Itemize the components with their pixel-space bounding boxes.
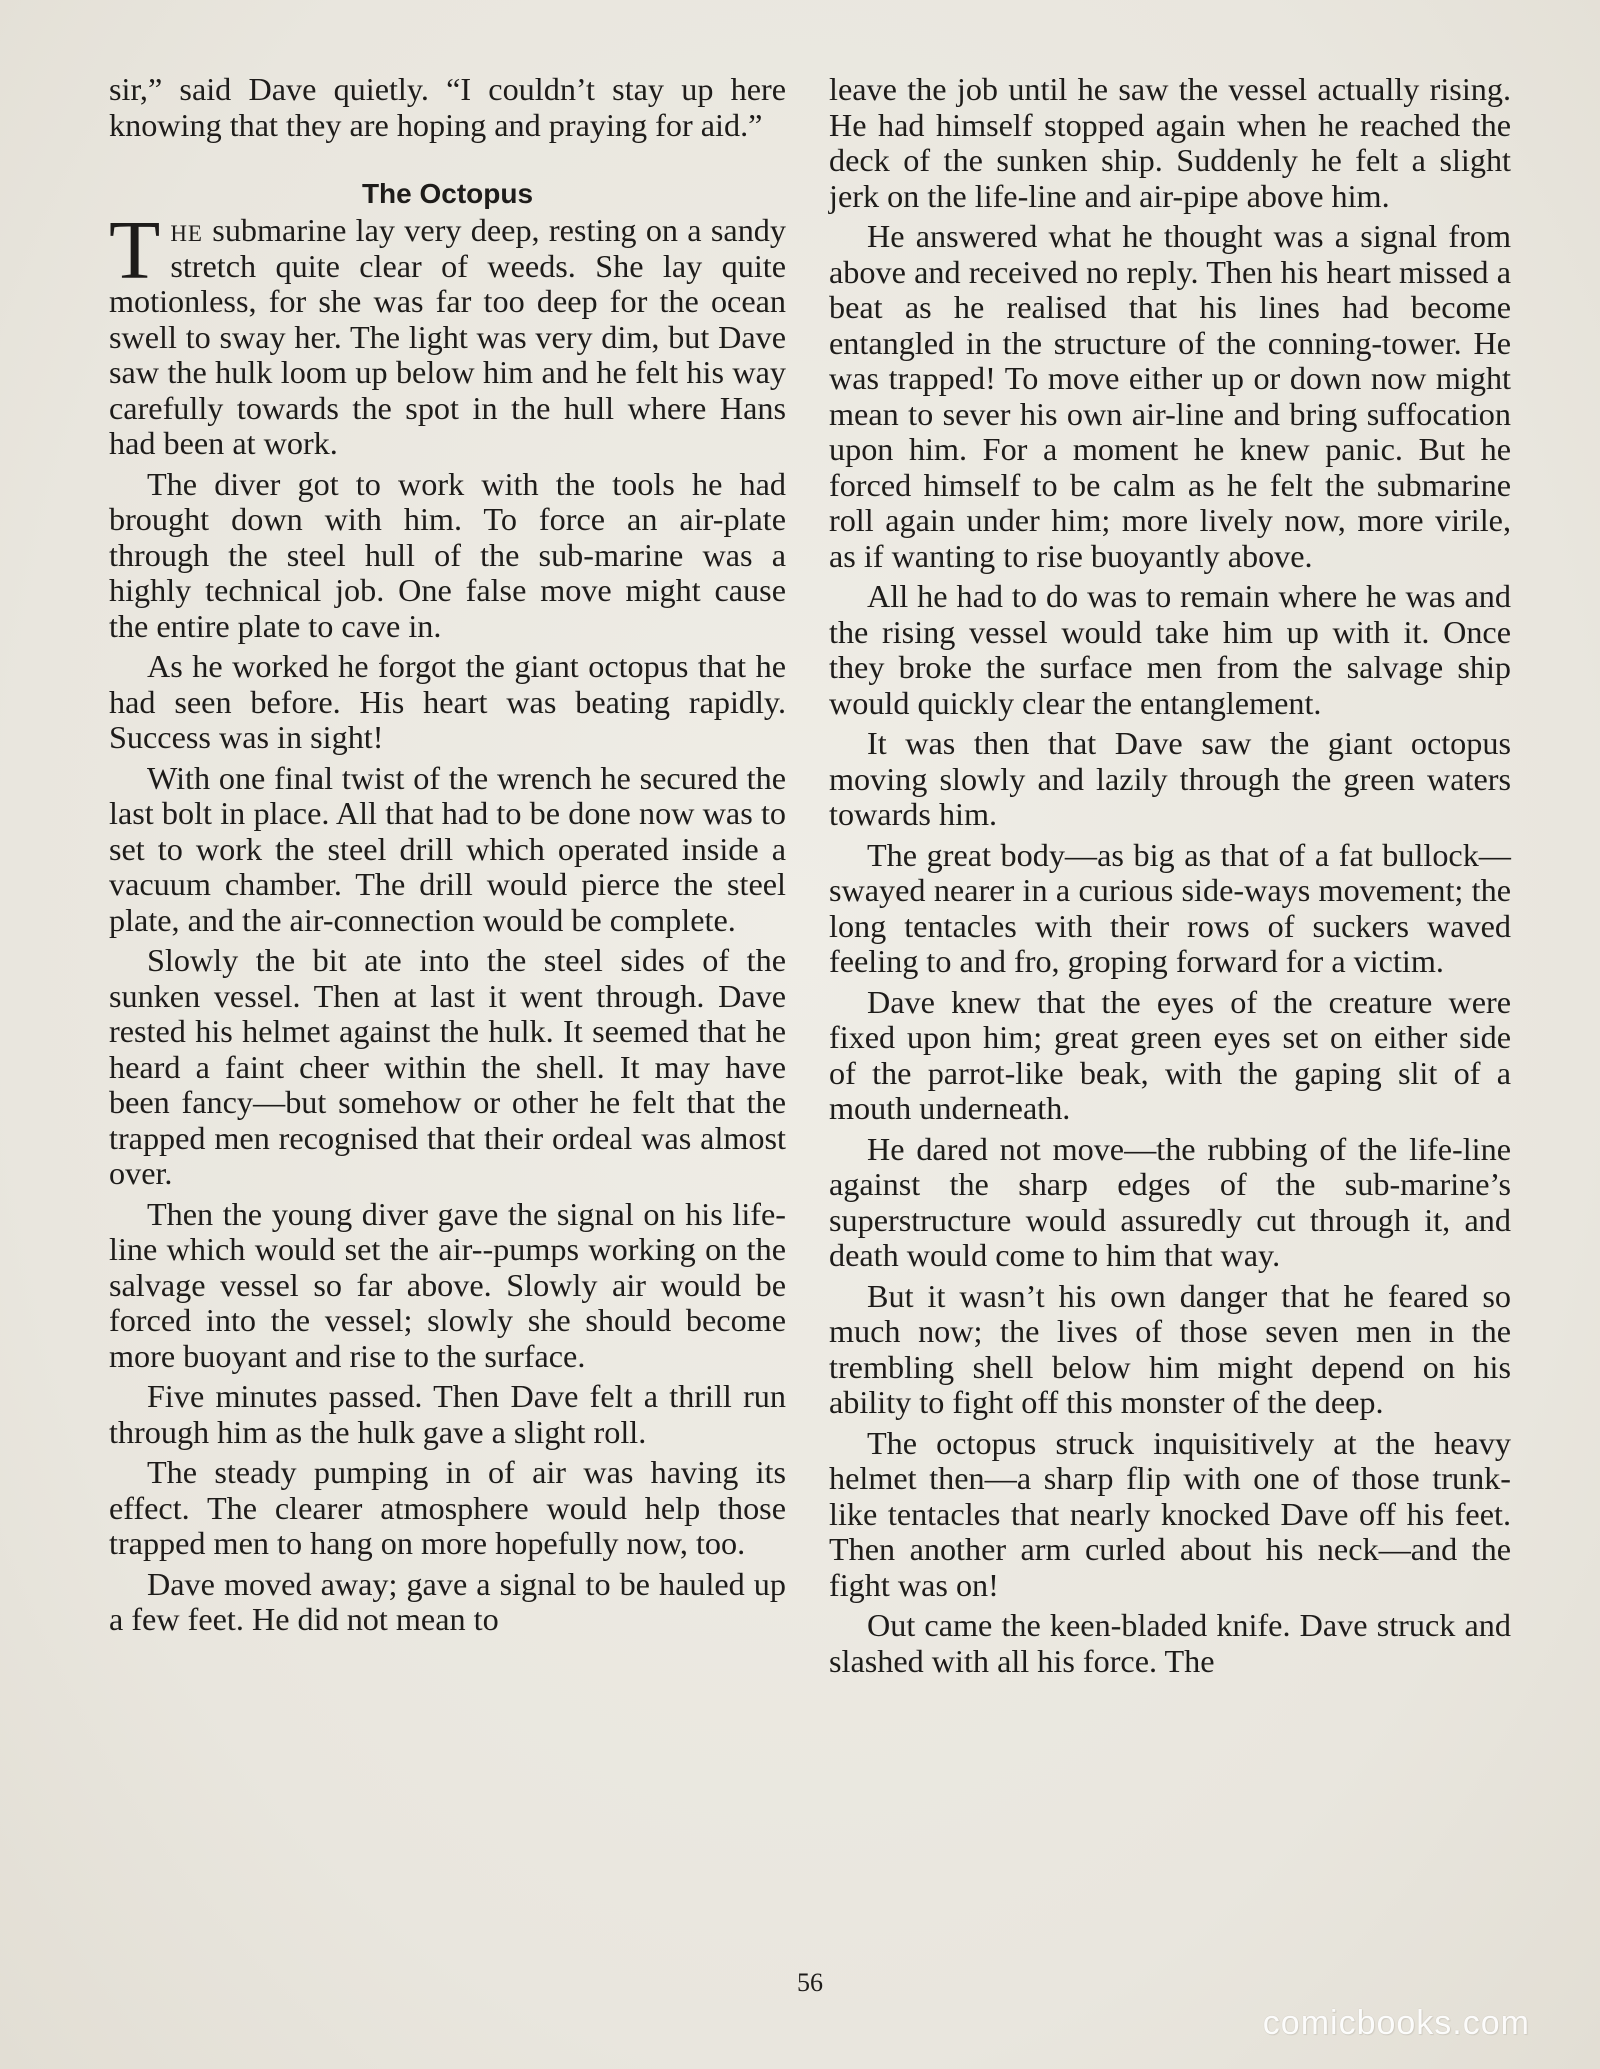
section-heading: The Octopus — [361, 178, 534, 209]
right-text-column — [829, 72, 1511, 1684]
paragraph: The great body—as big as that of a fat bullock—swayed nearer in a curious side-ways movement; the long tentacles with their rows of suckers waved feeling to and fro, groping forward for a victim. — [829, 836, 1511, 979]
paragraph: All he had to do was to remain where he was and the rising vessel would take him up with it. Once they broke the surface men from the salvage ship would quickly clear the entanglement. — [829, 578, 1511, 721]
continuation-paragraph: sir,” said Dave quietly. “I couldn’t stay up here knowing that they are hoping and praying for aid.” — [109, 71, 786, 143]
paragraph: With one final twist of the wrench he secured the last bolt in place. All that had to be done now was to set to work the steel drill which operated inside a vacuum chamber. The drill would pierce the steel plate, and the air-connection would be complete. — [109, 759, 786, 938]
paragraph: It was then that Dave saw the giant octopus moving slowly and lazily through the green waters towards him. — [829, 725, 1511, 832]
paragraph: Dave knew that the eyes of the creature were fixed upon him; great green eyes set on either side of the parrot-like beak, with the gaping slit of a mouth underneath. — [829, 983, 1511, 1126]
paragraph: Out came the keen-bladed knife. Dave struck and slashed with all his force. The — [829, 1607, 1511, 1679]
opening-text: submarine lay very deep, resting on a sandy stretch quite clear of weeds. She lay quite motionless, for she was far too deep for the ocean swell to sway her. The light was very dim, but Dave saw the hulk loom up below him and he felt his way carefully towards the spot in the hull where Hans had been at work. — [109, 212, 786, 461]
paragraph: The steady pumping in of air was having its effect. The clearer atmosphere would help those trapped men to hang on more hopefully now, too. — [109, 1454, 786, 1561]
paragraph: Dave moved away; gave a signal to be hauled up a few feet. He did not mean to — [109, 1565, 786, 1637]
paragraph: He dared not move—the rubbing of the life-line against the sharp edges of the sub-marine’s superstructure would assuredly cut through it, and death would come to him that way. — [829, 1130, 1511, 1273]
paragraph: But it wasn’t his own danger that he feared so much now; the lives of those seven men in the trembling shell below him might depend on his ability to fight off this monster of the deep. — [829, 1277, 1511, 1420]
watermark-logo: comicbooks.com — [1262, 2004, 1530, 2042]
paragraph: The octopus struck inquisitively at the heavy helmet then—a sharp flip with one of those trunk-like tentacles that nearly knocked Dave off his feet. Then another arm curled about his neck—and the fight was on! — [829, 1424, 1511, 1603]
left-text-column — [109, 72, 786, 1643]
page-number: 56 — [797, 1968, 823, 1997]
continuation-paragraph: leave the job until he saw the vessel actually rising. He had himself stopped again when he reached the deck of the sunken ship. Suddenly he felt a slight jerk on the life-line and air-pipe above him. — [829, 71, 1511, 214]
paragraph: As he worked he forgot the giant octopus that he had seen before. His heart was beating rapidly. Success was in sight! — [109, 648, 786, 755]
paragraph: Then the young diver gave the signal on his life-line which would set the air--pumps working on the salvage vessel so far above. Slowly air would be forced into the vessel; slowly she should become more buoyant and rise to the surface. — [109, 1195, 786, 1374]
paragraph: Slowly the bit ate into the steel sides of the sunken vessel. Then at last it went through. Dave rested his helmet against the hulk. It seemed that he heard a faint cheer within the shell. It may have been fancy—but somehow or other he felt that the trapped men recognised that their ordeal was almost over. — [109, 942, 786, 1191]
opening-paragraph — [109, 204, 786, 462]
paragraph: He answered what he thought was a signal from above and received no reply. Then his heart missed a beat as he realised that his lines had become entangled in the structure of the conning-tower. He was trapped! To move either up or down now might mean to sever his own air-line and bring suffocation upon him. For a moment he knew panic. But he forced himself to be calm as he felt the submarine roll again under him; more lively now, more virile, as if wanting to rise buoyantly above. — [829, 218, 1511, 574]
paragraph: The diver got to work with the tools he had brought down with him. To force an air-plate through the steel hull of the sub-marine was a highly technical job. One false move might cause the entire plate to cave in. — [109, 465, 786, 644]
opening-word: he — [170, 212, 203, 248]
paragraph: Five minutes passed. Then Dave felt a thrill run through him as the hulk gave a slight roll. — [109, 1378, 786, 1450]
drop-cap: T — [109, 204, 161, 297]
